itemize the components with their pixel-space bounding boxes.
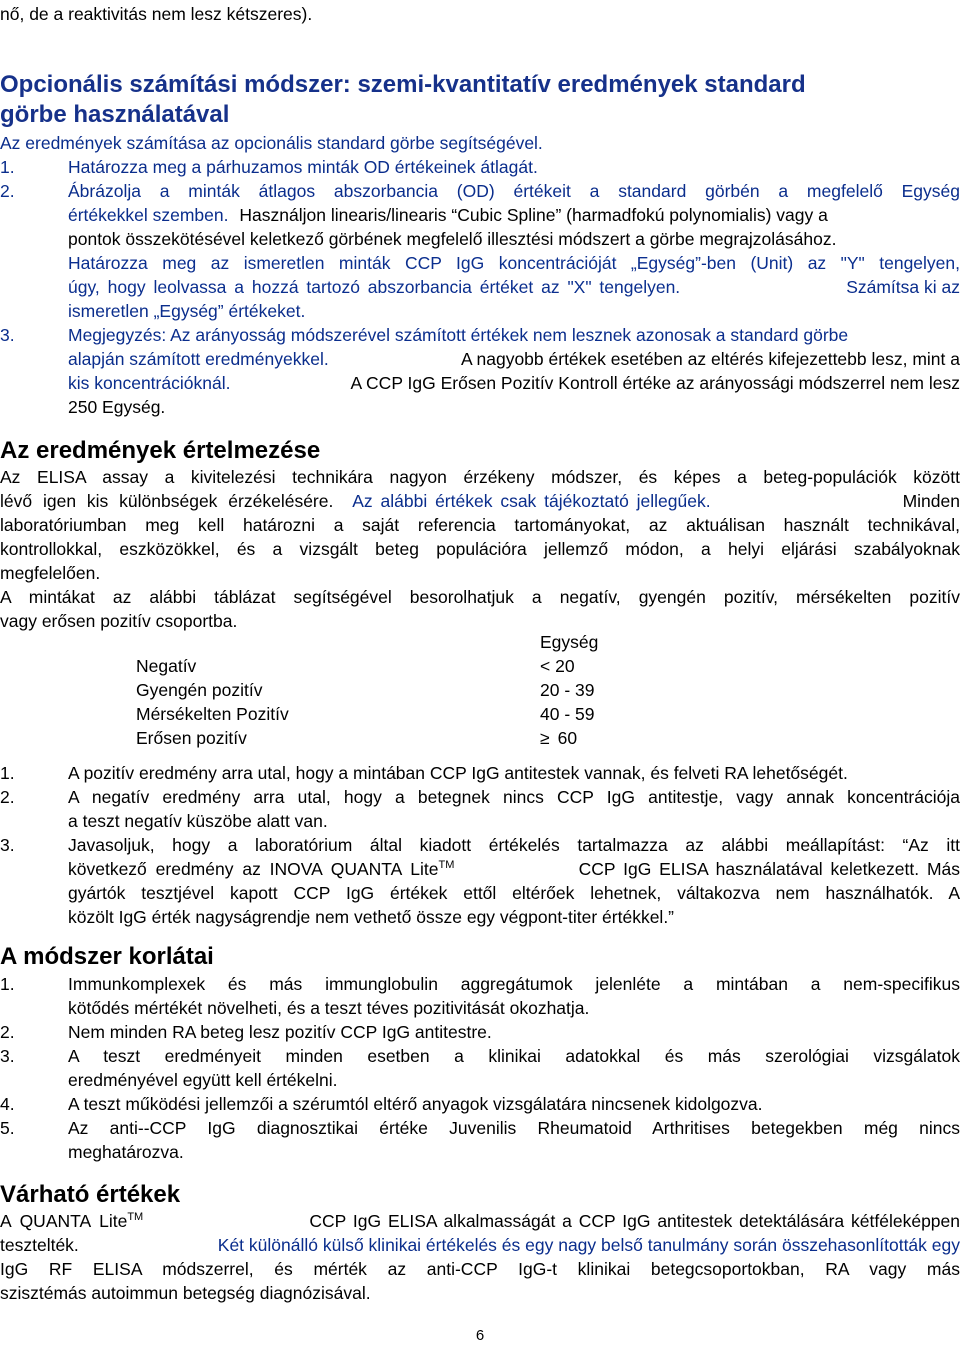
paragraph-line: IgG RF ELISA módszerrel, és mérték az anti-CCP IgG-t klinikai betegcsoportokban, RA vagy más [0, 1259, 960, 1279]
greater-equal-symbol: ≥ [540, 728, 550, 748]
list-text: értékekkel szemben. Használjon linearis/linearis “Cubic Spline” (harmadfokú polynomialis) vagy a [68, 205, 828, 225]
list-text: Határozza meg az ismeretlen minták CCP IgG koncentrációját „Egység”-ben (Unit) az "Y" tengelyen, [68, 253, 960, 273]
list-text: gyártók tesztjével kapott CCP IgG értékek ettől eltérőek lehetnek, váltakozva nem használhatók. A [68, 883, 960, 903]
continuation-text: nő, de a reaktivitás nem lesz kétszeres). [0, 4, 313, 24]
list-text: Megjegyzés: Az arányosság módszerével számított értékek nem lesznek azonosak a standard görbe [68, 325, 849, 345]
table-row-value: < 20 [540, 656, 575, 676]
page-number: 6 [475, 1327, 485, 1344]
list-text: ismeretlen „Egység” értékeket. [68, 301, 306, 321]
list-text: kis koncentrációknál. A CCP IgG Erősen Pozitív Kontroll értéke az arányossági módszerrel nem lesz [68, 373, 960, 393]
paragraph-line: A mintákat az alábbi táblázat segítségével besorolhatjuk a negatív, gyengén pozitív, mérsékelten pozitív [0, 587, 960, 607]
list-text: Határozza meg a párhuzamos minták OD értékeinek átlagát. [68, 157, 538, 177]
list-text: úgy, hogy leolvassa a hozzá tartozó abszorbancia értéket az "X" tengelyen. Számítsa ki az [68, 277, 960, 297]
intro-text: Az eredmények számítása az opcionális standard görbe segítségével. [0, 133, 543, 153]
paragraph-line: szisztémás autoimmun betegség diagnózisával. [0, 1283, 371, 1303]
list-text: következő eredmény az INOVA QUANTA Lite™ CCP IgG ELISA használatával keletkezett. Más [68, 859, 960, 879]
list-number: 2. [0, 181, 15, 201]
paragraph-line: kontrollokkal, eszközökkel, és a vizsgált beteg populációra jellemző módon, a helyi eljárási szabályoknak [0, 539, 960, 559]
paragraph-line: tesztelték. Két különálló külső klinikai értékelés és egy nagy belső tanulmány során összehasonlították egy [0, 1235, 960, 1255]
paragraph-line: Az ELISA assay a kivitelezési technikára nagyon érzékeny módszer, és képes a beteg-populációk között [0, 467, 960, 487]
section-title-optional-method-cont: görbe használatával [0, 101, 230, 128]
table-row-label: Erősen pozitív [136, 728, 247, 748]
list-text: alapján számított eredményekkel. A nagyobb értékek esetében az eltérés kifejezettebb lesz, mint a [68, 349, 960, 369]
list-text: meghatározva. [68, 1142, 184, 1162]
section-title-expected-values: Várható értékek [0, 1181, 181, 1208]
table-row-label: Mérsékelten Pozitív [136, 704, 289, 724]
table-header: Egység [540, 632, 599, 652]
list-text: a teszt negatív küszöbe alatt van. [68, 811, 328, 831]
section-title-limitations: A módszer korlátai [0, 943, 214, 970]
trademark-sup: TM [438, 859, 455, 872]
table-row-label: Gyengén pozitív [136, 680, 263, 700]
list-text: pontok összekötésével keletkező görbének megfelelő illesztési módszert a görbe megrajzolásához. [68, 229, 837, 249]
paragraph-line: lévő igen kis különbségek érzékelésére. Az alábbi értékek csak tájékoztató jellegűek. Minden [0, 491, 960, 511]
table-row-label: Negatív [136, 656, 197, 676]
paragraph-line: laboratóriumban meg kell határozni a saját referencia tartományokat, az aktuálisan használt technikával, [0, 515, 960, 535]
list-text: kötődés mértékét növelheti, és a teszt téves pozitivitását okozhatja. [68, 998, 590, 1018]
paragraph-line: A QUANTA Lite™ CCP IgG ELISA alkalmasságát a CCP IgG antitestek detektálására kétféleképpen [0, 1211, 960, 1231]
list-text: 250 Egység. [68, 397, 166, 417]
table-row-value: ≥ 60 [540, 728, 578, 748]
paragraph-line: vagy erősen pozitív csoportba. [0, 611, 238, 631]
list-number: 3. [0, 325, 15, 345]
list-text: eredményével együtt kell értékelni. [68, 1070, 338, 1090]
list-text: közölt IgG érték nagyságrendje nem vethető össze egy végpont-titer értékkel.” [68, 907, 675, 927]
section-title-interpretation: Az eredmények értelmezése [0, 437, 321, 464]
section-title-optional-method: Opcionális számítási módszer: szemi-kvantitatív eredmények standard [0, 71, 806, 98]
list-number: 1. [0, 157, 15, 177]
table-row-value: 20 - 39 [540, 680, 595, 700]
paragraph-line: megfelelően. [0, 563, 101, 583]
trademark-sup: TM [127, 1211, 144, 1224]
table-row-value: 40 - 59 [540, 704, 595, 724]
list-text: Ábrázolja a minták átlagos abszorbancia (OD) értékeit a standard görbén a megfelelő Egység [68, 181, 960, 201]
